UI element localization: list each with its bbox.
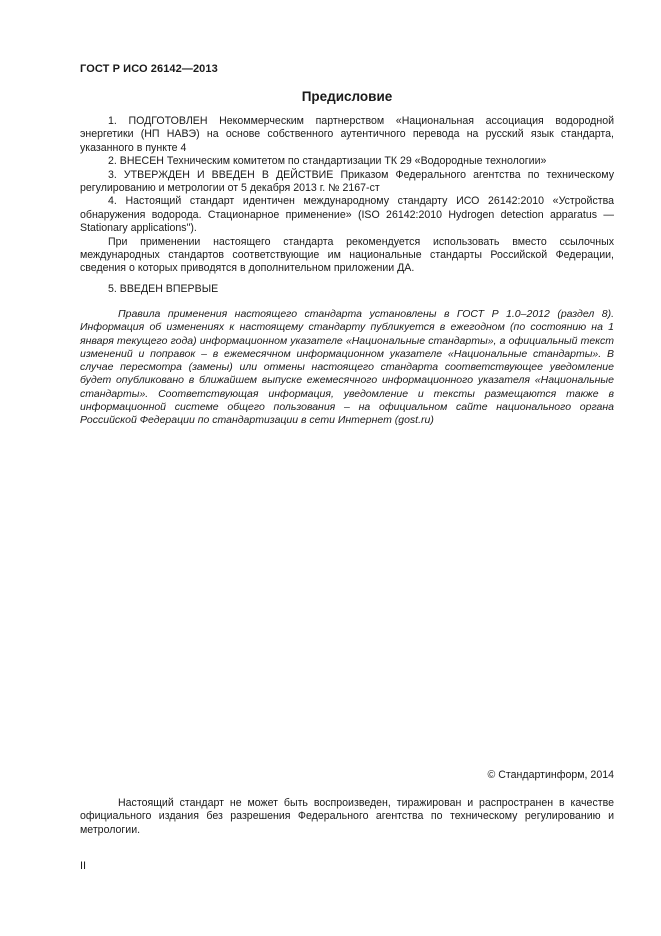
rules-note: Правила применения настоящего стандарта установлены в ГОСТ Р 1.0–2012 (раздел 8). Информация об изменениях к настоящему стандарту публикуется в ежегодном (по состоянию на 1 января текущего года) информационном указателе «Национальные стандарты», а официальный текст изменений и поправок – в ежемесячном информационном указателе «Национальные стандарты». В случае пересмотра (замены) или отмены настоящего стандарта соответствующее уведомление будет опубликовано в ближайшем выпуске ежемесячного информационного указателя «Национальные стандарты». Соответствующая информация, уведомление и тексты размещаются также в информационной системе общего пользования – на официальном сайте национального органа Российской Федерации по стандартизации в сети Интернет (gost.ru) — [80, 308, 614, 427]
paragraph-identical: 4. Настоящий стандарт идентичен международному стандарту ИСО 26142:2010 «Устройства обнаружения водорода. Стационарное применение» (ISO 26142:2010 Hydrogen detection apparatus — Stationary applications"). — [80, 195, 614, 235]
paragraph-introduced: 2. ВНЕСЕН Техническим комитетом по стандартизации ТК 29 «Водородные технологии» — [108, 155, 547, 168]
standard-code-header: ГОСТ Р ИСО 26142—2013 — [80, 63, 218, 75]
reproduction-notice: Настоящий стандарт не может быть воспроизведен, тиражирован и распространен в качестве официального издания без разрешения Федерального агентства по техническому регулированию и метрологии. — [80, 797, 614, 836]
page-number: II — [80, 860, 87, 872]
paragraph-approved: 3. УТВЕРЖДЕН И ВВЕДЕН В ДЕЙСТВИЕ Приказом Федерального агентства по техническому регулированию и метрологии от 5 декабря 2013 г. № 2167-ст — [80, 168, 614, 195]
copyright-line: © Стандартинформ, 2014 — [487, 769, 614, 781]
foreword-paragraphs — [80, 115, 614, 276]
paragraph-first-introduced: 5. ВВЕДЕН ВПЕРВЫЕ — [108, 283, 219, 295]
paragraph-references: При применении настоящего стандарта рекомендуется использовать вместо ссылочных международных стандартов соответствующие им национальные стандарты Российской Федерации, сведения о которых приводятся в дополнительном приложении ДА. — [80, 235, 614, 275]
paragraph-prepared: 1. ПОДГОТОВЛЕН Некоммерческим партнерством «Национальная ассоциация водородной энергетики (НП НАВЭ) на основе собственного аутентичного перевода на русский язык стандарта, указанного в пункте 4 — [80, 115, 614, 154]
foreword-paragraph-5 — [80, 283, 614, 296]
page-title: Предисловие — [301, 89, 393, 104]
